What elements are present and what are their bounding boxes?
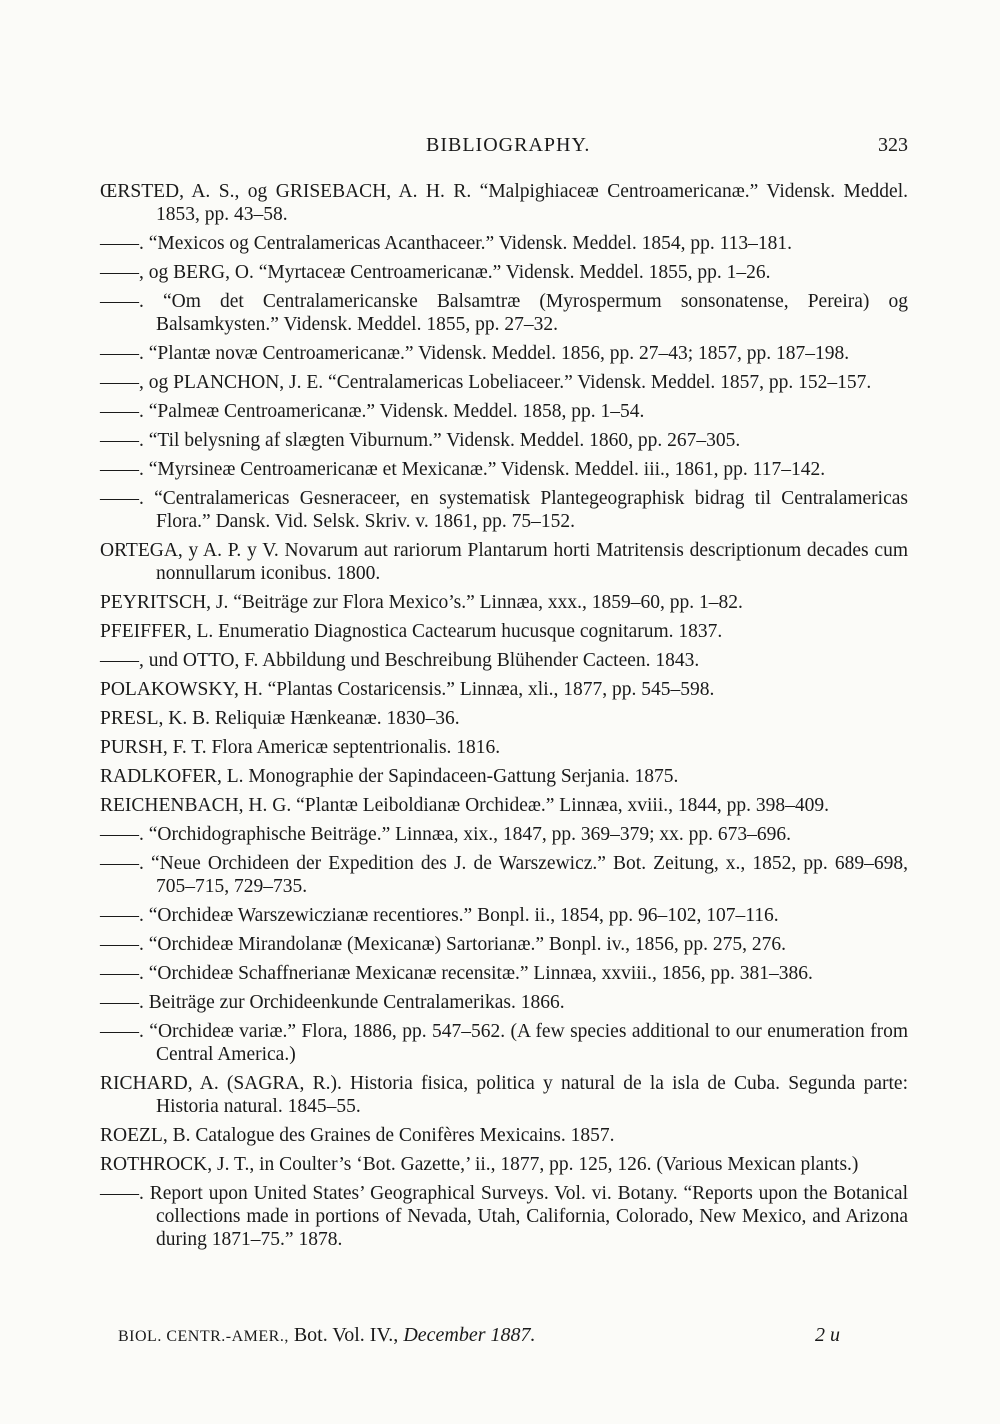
bibliography-entry: ——. Report upon United States’ Geographical Surveys. Vol. vi. Botany. “Reports upon the Botanical collections made in portions of Nevada, Utah, California, Colorado, New Mexico, and Arizona during 1871–75.” 1878.	[100, 1183, 908, 1250]
bibliography-entry: ——. “Orchideæ Warszewiczianæ recentiores.” Bonpl. ii., 1854, pp. 96–102, 107–116.	[100, 905, 779, 926]
running-header	[100, 134, 908, 164]
bibliography-entry: REICHENBACH, H. G. “Plantæ Leiboldianæ Orchideæ.” Linnæa, xviii., 1844, pp. 398–409.	[100, 795, 830, 816]
bibliography-entry: PFEIFFER, L. Enumeratio Diagnostica Cactearum hucusque cognitarum. 1837.	[100, 621, 723, 642]
bibliography-entry: RICHARD, A. (SAGRA, R.). Historia fisica, politica y natural de la isla de Cuba. Segunda parte: Historia natural. 1845–55.	[100, 1073, 908, 1117]
bibliography-entry: ——. “Orchideæ variæ.” Flora, 1886, pp. 547–562. (A few species additional to our enumeration from Central America.)	[100, 1021, 908, 1065]
footer-date: December 1887.	[403, 1324, 536, 1346]
bibliography-entry: ——. “Palmeæ Centroamericanæ.” Vidensk. Meddel. 1858, pp. 1–54.	[100, 401, 645, 422]
bibliography-entry: ——. “Mexicos og Centralamericas Acanthaceer.” Vidensk. Meddel. 1854, pp. 113–181.	[100, 233, 792, 254]
signature-mark: 2 u	[815, 1324, 840, 1346]
bibliography-entry: ——, und OTTO, F. Abbildung und Beschreibung Blühender Cacteen. 1843.	[100, 650, 700, 671]
bibliography-entry: POLAKOWSKY, H. “Plantas Costaricensis.” Linnæa, xli., 1877, pp. 545–598.	[100, 679, 715, 700]
bibliography-entry: RADLKOFER, L. Monographie der Sapindaceen-Gattung Serjania. 1875.	[100, 766, 679, 787]
page-footer	[118, 1324, 840, 1347]
bibliography-entry: ——. “Om det Centralamericanske Balsamtræ (Myrospermum sonsonatense, Pereira) og Balsamkysten.” Vidensk. Meddel. 1855, pp. 27–32.	[100, 291, 908, 335]
bibliography-entry: ——. Beiträge zur Orchideenkunde Centralamerikas. 1866.	[100, 992, 565, 1013]
bibliography-entry: ——. “Orchidographische Beiträge.” Linnæa, xix., 1847, pp. 369–379; xx. pp. 673–696.	[100, 824, 792, 845]
bibliography-entry: ——. “Plantæ novæ Centroamericanæ.” Vidensk. Meddel. 1856, pp. 27–43; 1857, pp. 187–198.	[100, 343, 850, 364]
bibliography-entry: ——. “Orchideæ Schaffnerianæ Mexicanæ recensitæ.” Linnæa, xxviii., 1856, pp. 381–386.	[100, 963, 813, 984]
bibliography-entry: ——. “Myrsineæ Centroamericanæ et Mexicanæ.” Vidensk. Meddel. iii., 1861, pp. 117–142.	[100, 459, 826, 480]
page-title: BIBLIOGRAPHY.	[426, 134, 591, 156]
bibliography-entry: ——, og BERG, O. “Myrtaceæ Centroamericanæ.” Vidensk. Meddel. 1855, pp. 1–26.	[100, 262, 771, 283]
bibliography-list	[100, 180, 908, 1257]
bibliography-entry: ——. “Til belysning af slægten Viburnum.” Vidensk. Meddel. 1860, pp. 267–305.	[100, 430, 741, 451]
bibliography-entry: ——. “Centralamericas Gesneraceer, en systematisk Plantegeographisk bidrag til Centralamericas Flora.” Dansk. Vid. Selsk. Skriv. v. 1861, pp. 75–152.	[100, 488, 908, 532]
footer-volume: Bot. Vol. IV.,	[293, 1324, 399, 1346]
bibliography-entry: ——. “Neue Orchideen der Expedition des J. de Warszewicz.” Bot. Zeitung, x., 1852, pp. 689–698, 705–715, 729–735.	[100, 853, 908, 897]
bibliography-entry: ROTHROCK, J. T., in Coulter’s ‘Bot. Gazette,’ ii., 1877, pp. 125, 126. (Various Mexican plants.)	[100, 1154, 859, 1175]
page-number: 323	[878, 134, 908, 156]
bibliography-entry: ŒRSTED, A. S., og GRISEBACH, A. H. R. “Malpighiaceæ Centroamericanæ.” Vidensk. Meddel. 1853, pp. 43–58.	[100, 181, 908, 225]
bibliography-entry: PRESL, K. B. Reliquiæ Hænkeanæ. 1830–36.	[100, 708, 460, 729]
bibliography-entry: ROEZL, B. Catalogue des Graines de Conifères Mexicains. 1857.	[100, 1125, 615, 1146]
bibliography-entry: ORTEGA, y A. P. y V. Novarum aut rariorum Plantarum horti Matritensis descriptionum decades cum nonnullarum iconibus. 1800.	[100, 540, 908, 584]
bibliography-entry: PEYRITSCH, J. “Beiträge zur Flora Mexico’s.” Linnæa, xxx., 1859–60, pp. 1–82.	[100, 592, 743, 613]
bibliography-entry: ——. “Orchideæ Mirandolanæ (Mexicanæ) Sartorianæ.” Bonpl. iv., 1856, pp. 275, 276.	[100, 934, 787, 955]
bibliography-entry: PURSH, F. T. Flora Americæ septentrionalis. 1816.	[100, 737, 501, 758]
bibliography-entry: ——, og PLANCHON, J. E. “Centralamericas Lobeliaceer.” Vidensk. Meddel. 1857, pp. 152–157.	[100, 372, 872, 393]
footer-series: BIOL. CENTR.-AMER.,	[118, 1328, 289, 1345]
